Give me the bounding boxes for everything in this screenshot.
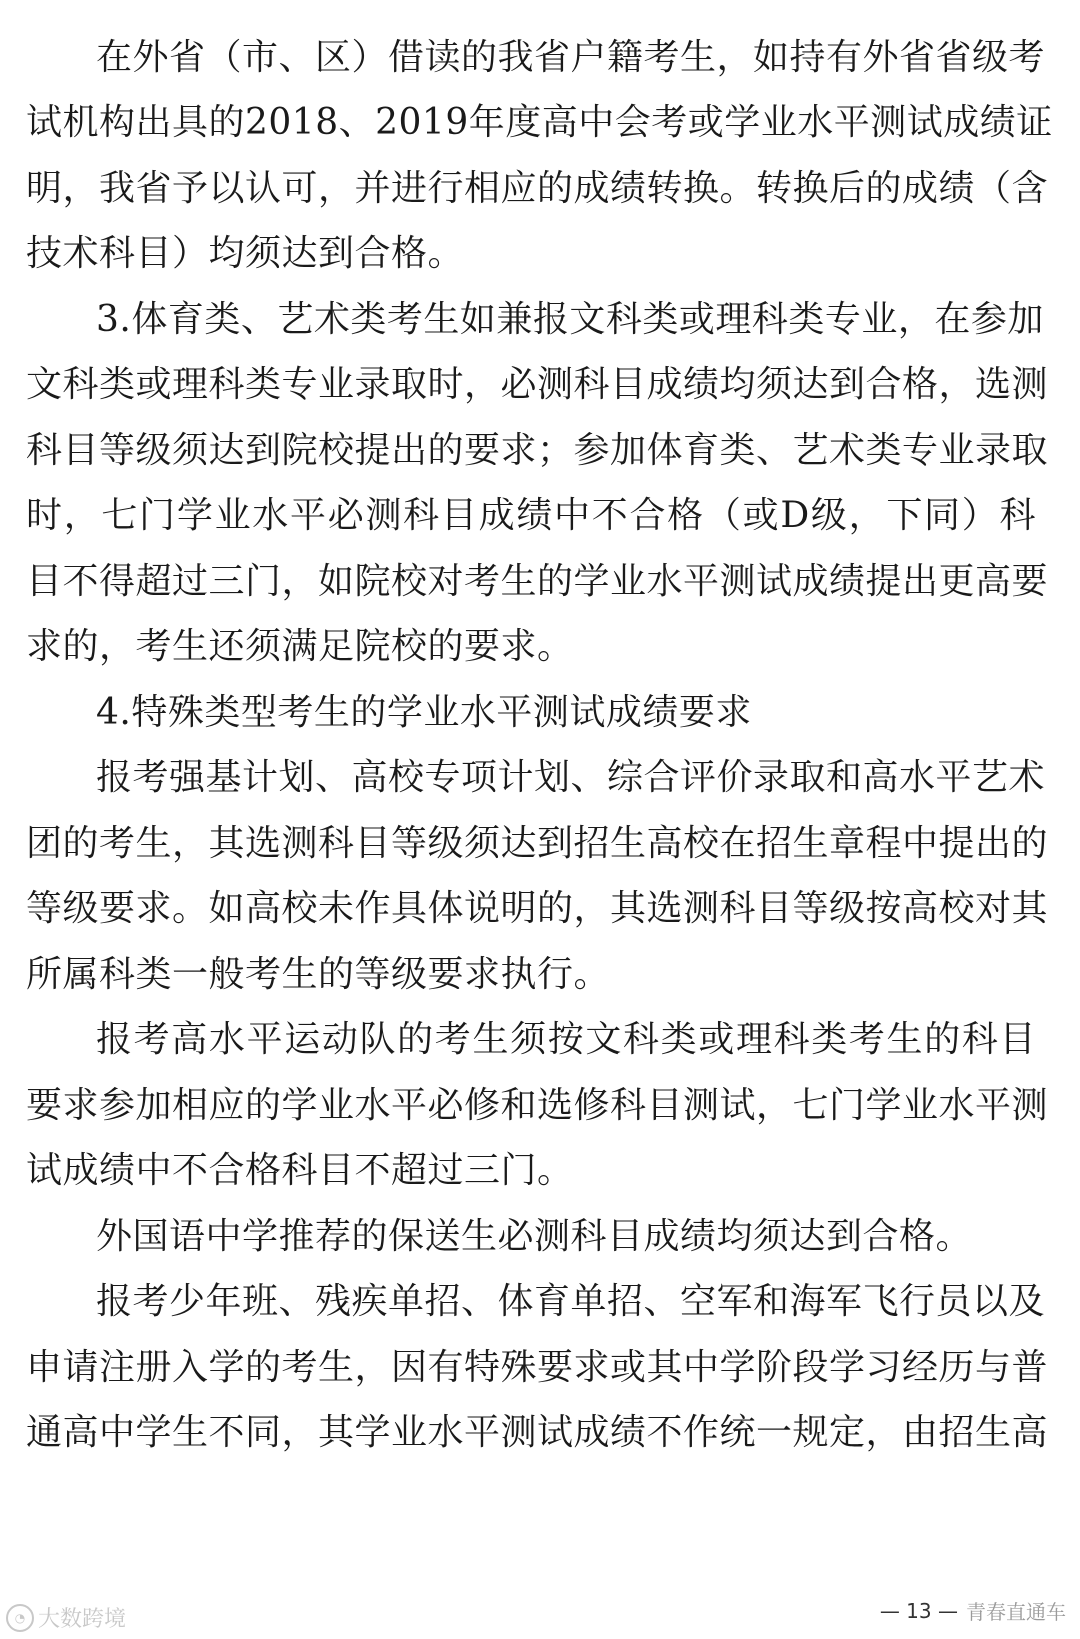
text-line: 外国语中学推荐的保送生必测科目成绩均须达到合格。 [96, 1216, 973, 1257]
text-line: 申请注册入学的考生，因有特殊要求或其中学阶段学习经历与普 [26, 1347, 1049, 1388]
weibo-logo-icon: ◔ [6, 1604, 34, 1632]
text-line: 3.体育类、艺术类考生如兼报文科类或理科类专业，在参加 [96, 299, 1044, 340]
text-line: 科目等级须达到院校提出的要求；参加体育类、艺术类专业录取 [26, 430, 1049, 471]
text-line: 团的考生，其选测科目等级须达到招生高校在招生章程中提出的 [26, 823, 1049, 864]
text-line: 所属科类一般考生的等级要求执行。 [26, 954, 611, 995]
text-line: 文科类或理科类专业录取时，必测科目成绩均须达到合格，选测 [26, 364, 1049, 405]
text-line: 等级要求。如高校未作具体说明的，其选测科目等级按高校对其 [26, 888, 1049, 929]
text-line: 技术科目）均须达到合格。 [26, 233, 465, 274]
watermark-left [6, 1602, 126, 1633]
text-line: 要求参加相应的学业水平必修和选修科目测试，七门学业水平测 [26, 1085, 1049, 1126]
page-number: — 13 — [879, 1598, 958, 1623]
text-line: 求的，考生还须满足院校的要求。 [26, 626, 574, 667]
text-line: 报考强基计划、高校专项计划、综合评价录取和高水平艺术 [96, 757, 1046, 798]
text-line: 试成绩中不合格科目不超过三门。 [26, 1150, 574, 1191]
text-line: 明，我省予以认可，并进行相应的成绩转换。转换后的成绩（含 [26, 168, 1049, 209]
text-line: 时，七门学业水平必测科目成绩中不合格（或D级，下同）科 [26, 495, 1036, 536]
text-line: 报考高水平运动队的考生须按文科类或理科类考生的科目 [96, 1019, 1036, 1060]
text-line: 目不得超过三门，如院校对考生的学业水平测试成绩提出更高要 [26, 561, 1049, 602]
text-line: 报考少年班、残疾单招、体育单招、空军和海军飞行员以及 [96, 1281, 1046, 1322]
page-footer [880, 1596, 1066, 1625]
text-line: 试机构出具的2018、2019年度高中会考或学业水平测试成绩证 [26, 102, 1053, 143]
section-heading: 4.特殊类型考生的学业水平测试成绩要求 [96, 692, 752, 733]
watermark-right-text: 青春直通车 [966, 1600, 1066, 1624]
watermark-left-text: 大数跨境 [38, 1607, 127, 1632]
text-line: 通高中学生不同，其学业水平测试成绩不作统一规定，由招生高 [26, 1412, 1049, 1453]
text-line: 在外省（市、区）借读的我省户籍考生，如持有外省省级考 [96, 37, 1046, 78]
